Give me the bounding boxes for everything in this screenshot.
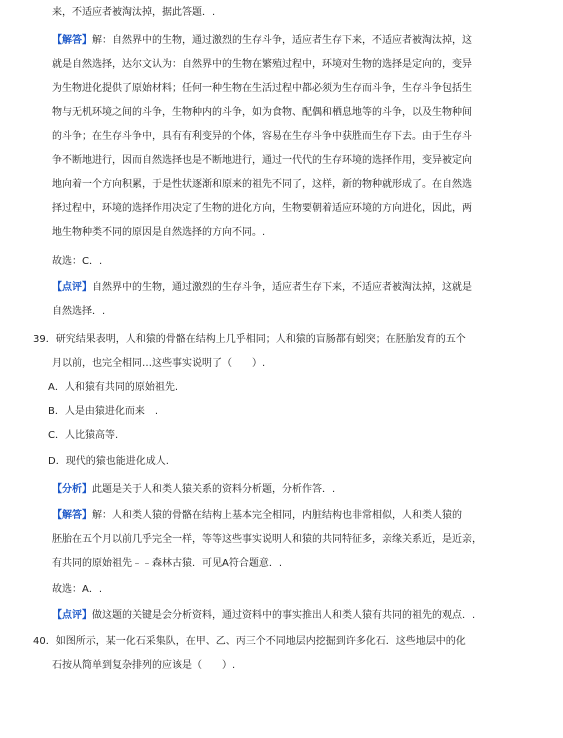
text-line: 的斗争；在生存斗争中，具有有利变异的个体，容易在生存斗争中获胜而生存下去。由于生存斗 [52, 131, 472, 142]
text-line: 为生物进化提供了原始材料；任何一种生物在生活过程中都必须为生存而斗争，生存斗争包括生 [52, 83, 472, 94]
text-line: 就是自然选择，达尔文认为：自然界中的生物在繁殖过程中，环境对生物的选择是定向的，变异 [52, 59, 472, 70]
option-b: B．人是由猿进化而来 . [48, 406, 159, 417]
option-c: C．人比猿高等. [48, 430, 119, 441]
question-39-stem: 39．研究结果表明，人和猿的骨骼在结构上几乎相同；人和猿的盲肠都有蚓突；在胚胎发育的五个 [33, 334, 466, 345]
text-line: 地向着一个方向积累，于是性状逐渐和原来的祖先不同了，这样，新的物种就形成了。在自然选 [52, 179, 472, 190]
comment-paragraph-line [52, 281, 472, 295]
text-line: 自然选择．. [52, 306, 106, 317]
option-a: A．人和猿有共同的原始祖先. [48, 382, 179, 393]
question-39-stem-cont: 月以前，也完全相同…这些事实说明了（ ）. [52, 358, 266, 369]
comment-paragraph-line [52, 609, 475, 623]
answer-tag: 【解答】 [52, 510, 92, 521]
text-line: 择过程中，环境的选择作用决定了生物的进化方向，生物要朝着适应环境的方向进化，因此，两 [52, 203, 472, 214]
option-d: D．现代的猿也能进化成人. [48, 456, 169, 467]
text-line: 自然界中的生物，通过激烈的生存斗争，适应者生存下来，不适应者被淘汰掉，这就是 [92, 282, 472, 293]
answer-paragraph-line [52, 34, 472, 48]
text-line: 胚胎在五个月以前几乎完全一样，等等这些事实说明人和猿的共同特征多，亲缘关系近，是近亲， [52, 534, 482, 545]
text-line: 来，不适应者被淘汰掉，据此答题．. [52, 7, 216, 18]
text-line: 地生物种类不同的原因是自然选择的方向不同。. [52, 227, 266, 238]
comment-tag: 【点评】 [52, 610, 92, 621]
answer-tag: 【解答】 [52, 35, 92, 46]
text-line: 解：自然界中的生物，通过激烈的生存斗争，适应者生存下来，不适应者被淘汰掉，这 [92, 35, 472, 46]
answer-paragraph-line [52, 509, 462, 523]
text-line: 做这题的关键是会分析资料，通过资料中的事实推出人和类人猿有共同的祖先的观点．. [92, 610, 476, 621]
text-line: 有共同的原始祖先﹣﹣森林古猿．可见A符合题意．. [52, 558, 283, 569]
answer-choice-line: 故选：C．. [52, 256, 103, 267]
analysis-paragraph-line [52, 483, 335, 497]
text-line: 此题是关于人和类人猿关系的资料分析题，分析作答．. [92, 484, 336, 495]
text-line: 解：人和类人猿的骨骼在结构上基本完全相同，内脏结构也非常相似，人和类人猿的 [92, 510, 462, 521]
answer-choice-line: 故选：A．. [52, 584, 103, 595]
question-40-stem: 40．如图所示，某一化石采集队，在甲、乙、丙三个不同地层内挖掘到许多化石．这些地层中的化 [33, 636, 466, 647]
question-40-stem-cont: 石按从简单到复杂排列的应该是（ ）. [52, 660, 236, 671]
text-line: 物与无机环境之间的斗争，生物种内的斗争，如为食物、配偶和栖息地等的斗争，以及生物种间 [52, 107, 472, 118]
comment-tag: 【点评】 [52, 282, 92, 293]
analysis-tag: 【分析】 [52, 484, 92, 495]
text-line: 争不断地进行，因而自然选择也是不断地进行，通过一代代的生存环境的选择作用，变异被定向 [52, 155, 472, 166]
